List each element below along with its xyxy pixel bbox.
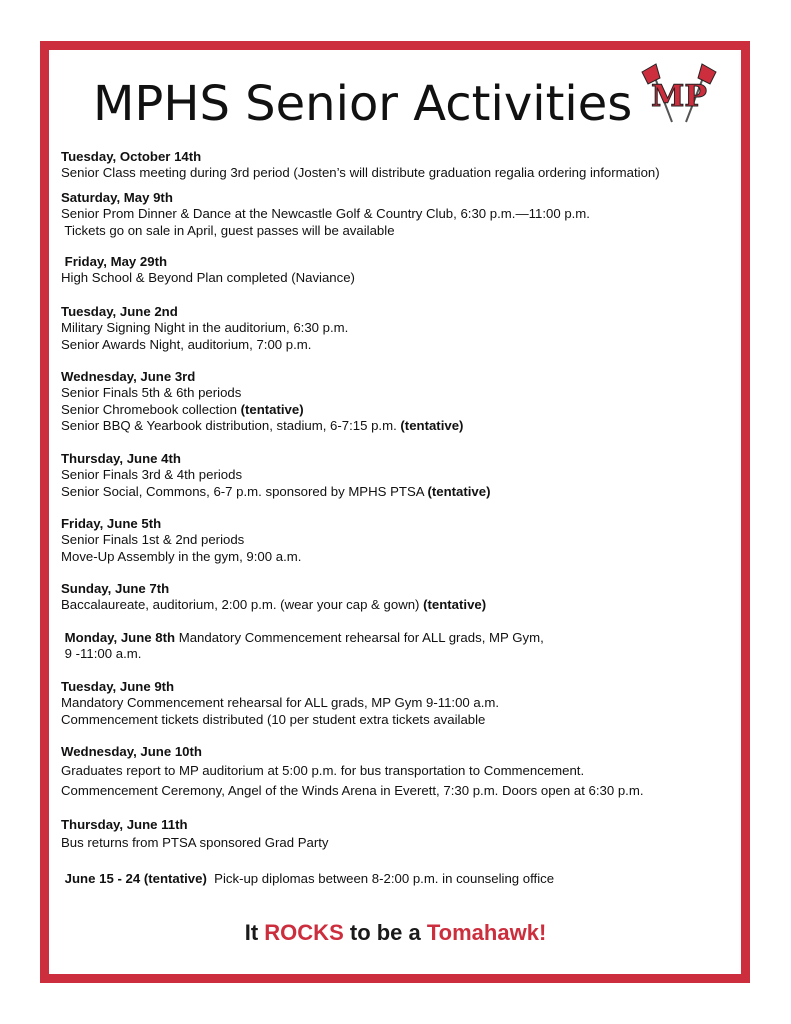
event-date: Monday, June 8th bbox=[61, 630, 176, 645]
event-detail: Senior Finals 1st & 2nd periods bbox=[61, 532, 245, 548]
event-jun-5 bbox=[61, 516, 301, 565]
event-date: Friday, May 29th bbox=[61, 254, 168, 269]
event-detail: Commencement tickets distributed (10 per student extra tickets available bbox=[61, 711, 486, 727]
tentative-label: (tentative) bbox=[427, 483, 491, 499]
event-detail-text: Senior Social, Commons, 6-7 p.m. sponsored by MPHS PTSA bbox=[61, 483, 428, 499]
event-detail bbox=[61, 402, 463, 418]
slogan-part: It bbox=[244, 920, 265, 945]
event-may-29 bbox=[61, 254, 355, 287]
event-detail: 9 -11:00 a.m. bbox=[61, 646, 142, 662]
tomahawk-logo-icon bbox=[638, 62, 720, 128]
event-date: Tuesday, October 14th bbox=[61, 149, 202, 164]
event-date: Thursday, June 4th bbox=[61, 451, 181, 466]
event-jun-3 bbox=[61, 369, 463, 434]
page-title: MPHS Senior Activities bbox=[93, 76, 633, 132]
event-date: Tuesday, June 2nd bbox=[61, 304, 178, 319]
event-date: Wednesday, June 10th bbox=[61, 744, 202, 759]
event-detail: Senior Prom Dinner & Dance at the Newcastle Golf & Country Club, 6:30 p.m.—11:00 p.m. bbox=[61, 206, 590, 222]
event-jun-15-24 bbox=[61, 871, 554, 887]
event-jun-4 bbox=[61, 451, 490, 500]
event-date: June 15 - 24 (tentative) bbox=[61, 871, 207, 886]
event-detail: Mandatory Commencement rehearsal for ALL grads, MP Gym 9-11:00 a.m. bbox=[61, 695, 500, 711]
tentative-label: (tentative) bbox=[423, 597, 487, 613]
event-detail: Graduates report to MP auditorium at 5:00 p.m. for bus transportation to Commencement. bbox=[61, 763, 585, 779]
event-jun-7 bbox=[61, 581, 486, 614]
event-detail-text: Baccalaureate, auditorium, 2:00 p.m. (wear your cap & gown) bbox=[61, 597, 424, 613]
event-detail-text: Pick-up diplomas between 8-2:00 p.m. in counseling office bbox=[206, 871, 555, 886]
tentative-label: (tentative) bbox=[240, 401, 304, 417]
event-detail: Tickets go on sale in April, guest passes will be available bbox=[61, 222, 395, 238]
event-detail: Move-Up Assembly in the gym, 9:00 a.m. bbox=[61, 548, 302, 564]
event-detail: Commencement Ceremony, Angel of the Winds Arena in Everett, 7:30 p.m. Doors open at 6:30 p.m. bbox=[61, 782, 644, 798]
event-may-9 bbox=[61, 190, 590, 239]
footer-slogan bbox=[0, 920, 791, 946]
slogan-highlight: ROCKS bbox=[264, 920, 344, 945]
event-jun-11 bbox=[61, 817, 329, 852]
event-jun-10 bbox=[61, 744, 644, 799]
event-detail: High School & Beyond Plan completed (Naviance) bbox=[61, 270, 355, 286]
event-detail-text: Senior Chromebook collection bbox=[61, 401, 241, 417]
event-detail: Senior Awards Night, auditorium, 7:00 p.m. bbox=[61, 336, 312, 352]
tentative-label: (tentative) bbox=[400, 417, 464, 433]
event-detail bbox=[61, 597, 486, 613]
event-detail bbox=[61, 484, 490, 500]
event-detail: Senior Finals 3rd & 4th periods bbox=[61, 467, 243, 483]
event-date: Sunday, June 7th bbox=[61, 581, 170, 596]
event-date: Thursday, June 11th bbox=[61, 817, 188, 832]
event-date: Wednesday, June 3rd bbox=[61, 369, 196, 384]
event-date: Tuesday, June 9th bbox=[61, 679, 175, 694]
event-jun-8 bbox=[61, 630, 544, 663]
event-detail bbox=[61, 630, 544, 646]
logo-text: MP bbox=[651, 79, 707, 114]
event-detail-text: Senior BBQ & Yearbook distribution, stadium, 6-7:15 p.m. bbox=[61, 417, 401, 433]
event-detail: Senior Finals 5th & 6th periods bbox=[61, 385, 242, 401]
event-detail: Senior Class meeting during 3rd period (Josten’s will distribute graduation regalia ordering information) bbox=[61, 165, 660, 181]
event-oct-14 bbox=[61, 149, 660, 182]
event-jun-9 bbox=[61, 679, 499, 728]
event-jun-2 bbox=[61, 304, 348, 353]
slogan-part: to be a bbox=[343, 920, 427, 945]
event-detail bbox=[61, 871, 554, 887]
event-detail: Military Signing Night in the auditorium, 6:30 p.m. bbox=[61, 320, 349, 336]
event-date: Saturday, May 9th bbox=[61, 190, 173, 205]
event-date: Friday, June 5th bbox=[61, 516, 162, 531]
slogan-highlight: Tomahawk! bbox=[426, 920, 547, 945]
event-detail bbox=[61, 418, 463, 434]
event-detail: Bus returns from PTSA sponsored Grad Party bbox=[61, 835, 329, 851]
event-detail-text: Mandatory Commencement rehearsal for ALL grads, MP Gym, bbox=[175, 630, 544, 645]
